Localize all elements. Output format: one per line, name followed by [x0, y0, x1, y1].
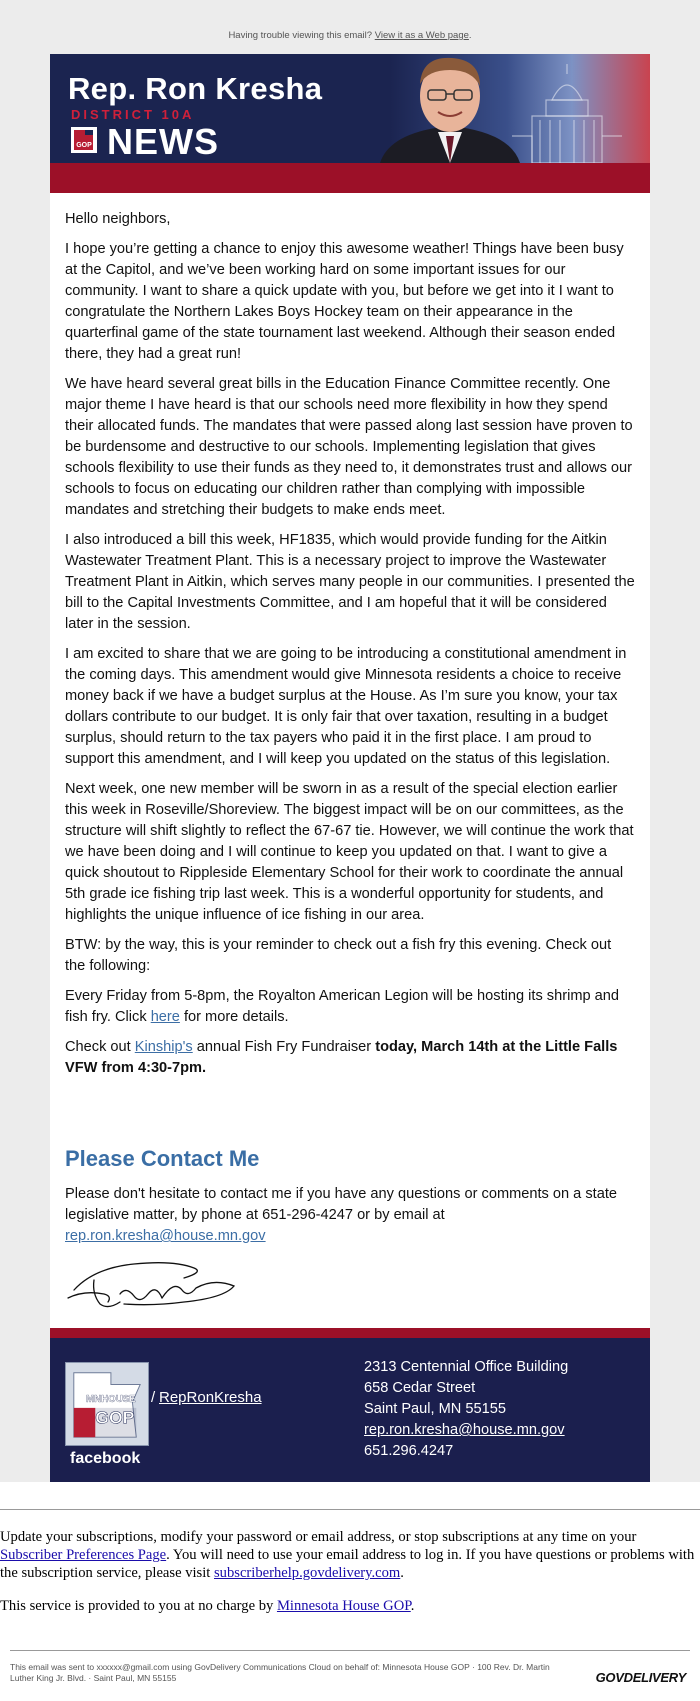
- mn-house-gop-logo-icon: [71, 127, 97, 153]
- email-card: [50, 54, 650, 1482]
- divider-top: [0, 1509, 700, 1510]
- paragraph-royalton: [65, 986, 635, 1028]
- representative-portrait: [360, 54, 540, 163]
- facebook-wordmark: facebook: [70, 1450, 141, 1467]
- royalton-here-link[interactable]: here: [150, 1009, 180, 1025]
- mn-house-gop-map-logo-icon: [65, 1362, 149, 1446]
- paragraph-education: We have heard several great bills in the Education Finance Committee recently. One major theme I have heard is that our schools need more flexibility in how they spend their allocated funds. The mandates that were passed along last session have proven to be burdensome and destructive to our schools. Implementing legislation that gives schools flexibility to use their funds as they need to, it demonstrates trust and allows our schools to focus on educating our children rather than complying with impossible mandates and stretching their budgets to make ends meet.: [65, 376, 633, 518]
- footer-phone: 651.296.4247: [364, 1443, 454, 1459]
- subscription-section: [0, 1482, 700, 1701]
- subscription-text: Update your subscriptions, modify your password or email address, or stop subscriptions at any time on your: [0, 1529, 637, 1545]
- paragraph-amendment: I am excited to share that we are going to be introducing a constitutional amendment in the coming days. This amendment would give Minnesota residents a choice to receive money back if we have a budget surplus at the House. As I’m sure you know, your tax dollars contribute to our budget. It is only fair that over taxation, resulting in a budget surplus, should return to the tax payers who paid it in the first place. I am proud to support this amendment, and I will keep you updated on the status of this legislation.: [65, 646, 627, 767]
- divider-bottom: [10, 1650, 690, 1651]
- facebook-slash: /: [151, 1389, 156, 1406]
- contact-paragraph: [65, 1184, 635, 1247]
- office-address: [364, 1357, 568, 1462]
- newsletter-footer: [50, 1338, 650, 1482]
- greeting: Hello neighbors,: [65, 211, 171, 227]
- subscription-notice: [0, 1528, 700, 1582]
- kinship-event-details: today, March 14th at the Little Falls VFW from 4:30-7pm.: [65, 1039, 618, 1076]
- subscriber-preferences-link[interactable]: Subscriber Preferences Page: [0, 1547, 167, 1563]
- news-title: NEWS: [107, 121, 219, 162]
- provided-text-end: .: [410, 1598, 415, 1614]
- address-building: 2313 Centennial Office Building: [364, 1359, 569, 1375]
- logo-mnhouse-text: MNHOUSE: [85, 1394, 136, 1406]
- govdelivery-logo: GOVDELIVERY: [595, 1670, 686, 1685]
- view-web-page-link[interactable]: View it as a Web page: [374, 30, 469, 41]
- kinship-text-mid: annual Fish Fry Fundraiser: [192, 1039, 376, 1055]
- logo-gop-text: GOP: [95, 1407, 135, 1428]
- subscription-text-mid: . You will need to use your email address to log in. If you have questions or problems with the subscription service, please visit: [0, 1547, 695, 1581]
- paragraph-kinship: [65, 1037, 635, 1079]
- trouble-text: Having trouble viewing this email?: [228, 30, 373, 41]
- banner-red-stripe: [50, 163, 650, 193]
- kinship-text: Check out: [65, 1039, 135, 1055]
- signature-image: [64, 1250, 244, 1314]
- minnesota-house-gop-link[interactable]: Minnesota House GOP: [276, 1598, 411, 1614]
- paragraph-wastewater: I also introduced a bill this week, HF1835, which would provide funding for the Aitkin Wastewater Treatment Plant. This is a necessary project to improve the Wastewater Treatment Plant in Aitkin, which serves many people in our communities. I presented the bill to the Capital Investments Committee, and I am hopeful that it will be considered later in the session.: [65, 532, 635, 632]
- royalton-text: Every Friday from 5-8pm, the Royalton American Legion will be hosting its shrimp and fish fry. Click: [65, 988, 619, 1025]
- news-logo-text: GOP: [76, 142, 92, 149]
- subscription-text-end: .: [400, 1565, 404, 1581]
- representative-name: Rep. Ron Kresha: [68, 71, 323, 106]
- newsletter-body: [65, 209, 635, 1088]
- newsletter-banner: [50, 54, 650, 163]
- sender-fine-print: This email was sent to xxxxxx@gmail.com using GovDelivery Communications Cloud on behalf of: Minnesota House GOP · 100 Rev. Dr. Martin Luther King Jr. Blvd. · Saint Paul, MN 55155: [10, 1662, 550, 1683]
- footer-email-link[interactable]: rep.ron.kresha@house.mn.gov: [364, 1422, 565, 1438]
- contact-email-link[interactable]: rep.ron.kresha@house.mn.gov: [65, 1228, 266, 1244]
- address-street: 658 Cedar Street: [364, 1380, 476, 1396]
- paragraph-weather: I hope you’re getting a chance to enjoy this awesome weather! Things have been busy at the Capitol, and we’ve been working hard on some important issues for our community. I want to share a quick update with you, but before we get into it I want to congratulate the Northern Lakes Boys Hockey team on their appearance in the quarterfinal game of the state tournament last weekend. Although their season ended there, they had a great run!: [65, 241, 624, 362]
- address-city: Saint Paul, MN 55155: [364, 1401, 506, 1417]
- contact-heading: Please Contact Me: [65, 1146, 260, 1171]
- footer-red-stripe: [50, 1328, 650, 1338]
- royalton-text-end: for more details.: [179, 1009, 289, 1025]
- kinship-link[interactable]: Kinship's: [134, 1039, 193, 1055]
- district-label: DISTRICT 10A: [71, 107, 195, 122]
- subscriber-help-link[interactable]: subscriberhelp.govdelivery.com: [214, 1565, 401, 1581]
- contact-text: Please don't hesitate to contact me if you have any questions or comments on a state legislative matter, by phone at 651-296-4247 or by email at: [65, 1186, 617, 1223]
- provided-text: This service is provided to you at no charge by: [0, 1598, 277, 1614]
- service-provided-notice: [0, 1598, 700, 1615]
- trouble-period: .: [468, 30, 472, 41]
- paragraph-new-member: Next week, one new member will be sworn in as a result of the special election earlier this week in Roseville/Shoreview. The biggest impact will be on our committees, as the structure will shift slightly to reflect the 67-67 tie. However, we will continue the work that we have been doing and I will continue to keep you updated on that. I want to give a quick shoutout to Rippleside Elementary School for their work to coordinate the annual 5th grade ice fishing trip last week. This is a wonderful opportunity for students, and highlights the unique influence of ice fishing in our area.: [65, 781, 634, 923]
- view-online-bar: [0, 30, 700, 41]
- paragraph-fish-fry: BTW: by the way, this is your reminder to check out a fish fry this evening. Check out the following:: [65, 937, 612, 974]
- facebook-handle-link[interactable]: RepRonKresha: [159, 1389, 262, 1406]
